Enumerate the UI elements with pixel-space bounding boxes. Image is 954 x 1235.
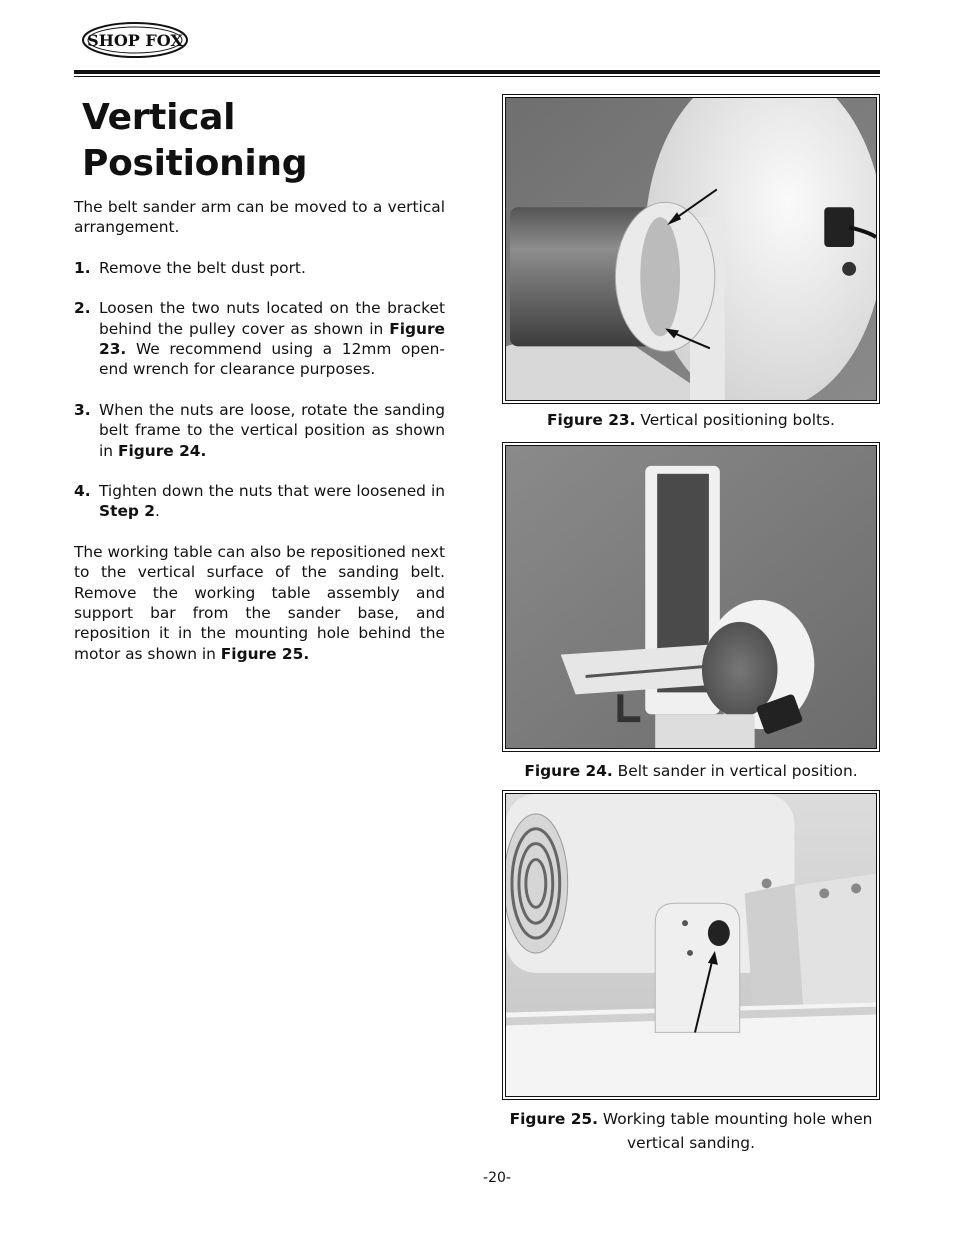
figure-label: Figure 25.	[509, 1110, 598, 1128]
step-3	[74, 400, 445, 461]
figure-25-frame	[502, 790, 880, 1100]
figure-label: Figure 24.	[524, 762, 613, 780]
header-rule-thin	[74, 76, 880, 77]
figure-25-photo	[505, 793, 877, 1097]
step-text: Remove the belt dust port.	[99, 258, 306, 277]
intro-paragraph: The belt sander arm can be moved to a vertical arrangement.	[74, 198, 445, 237]
figure-24-caption: Figure 24. Belt sander in vertical position.	[524, 762, 858, 780]
figure-24-photo	[505, 445, 877, 749]
figure-reference: Figure 23.	[99, 319, 445, 359]
step-1	[74, 258, 445, 278]
step-4	[74, 481, 445, 522]
figure-23-frame	[502, 94, 880, 404]
outro-paragraph: The working table can also be repositioned next to the vertical surface of the sanding belt. Remove the working table assembly and support bar from the sander base, and reposition it in the mounting hole behind the motor as shown in Figure 25.	[74, 543, 445, 663]
figure-23-photo	[505, 97, 877, 401]
page-title: Vertical Positioning	[82, 97, 308, 184]
step-number: 3.	[74, 400, 91, 419]
figure-reference: Figure 24.	[117, 441, 207, 460]
figure-reference: Figure 25.	[220, 644, 310, 663]
figure-25-caption: Figure 25. Working table mounting hole when vertical sanding.	[509, 1110, 873, 1152]
figure-label: Figure 23.	[547, 411, 636, 429]
body-text-column	[74, 95, 445, 684]
logo-text: SHOP FOX	[87, 31, 183, 50]
step-number: 2.	[74, 299, 91, 318]
header-rule	[74, 70, 880, 74]
step-text: Loosen the two nuts located on the bracket behind the pulley cover as shown in Figure 23. We recommend using a 12mm open-end wrench for clearance purposes.	[99, 299, 445, 379]
step-number: 1.	[74, 258, 91, 277]
step-text: Tighten down the nuts that were loosened in Step 2.	[99, 482, 445, 521]
figure-23-caption: Figure 23. Vertical positioning bolts.	[547, 411, 835, 429]
page-number: -20-	[483, 1170, 511, 1186]
step-2	[74, 298, 445, 379]
step-text: When the nuts are loose, rotate the sanding belt frame to the vertical position as shown in Figure 24.	[99, 400, 445, 460]
shop-fox-logo	[80, 20, 190, 60]
step-number: 4.	[74, 482, 91, 501]
step-reference: Step 2	[99, 502, 155, 521]
figure-24-frame	[502, 442, 880, 752]
